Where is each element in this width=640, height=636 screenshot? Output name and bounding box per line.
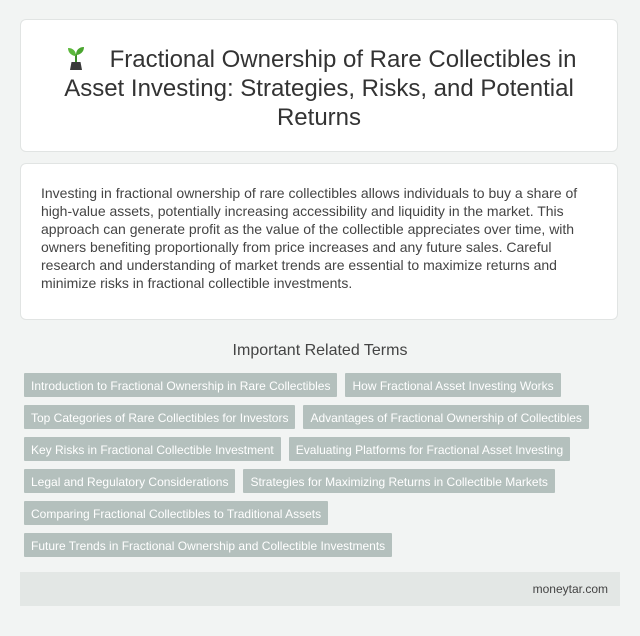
related-term-tag[interactable]: Advantages of Fractional Ownership of Collectibles <box>303 405 588 429</box>
related-term-tag[interactable]: Strategies for Maximizing Returns in Collectible Markets <box>243 469 554 493</box>
page-title <box>45 44 593 132</box>
related-term-tag[interactable]: Legal and Regulatory Considerations <box>24 469 235 493</box>
page-title-text: Fractional Ownership of Rare Collectibles in Asset Investing: Strategies, Risks, and Potential Returns <box>64 46 577 131</box>
summary-card <box>20 163 618 320</box>
related-terms-list <box>24 373 604 557</box>
summary-text: Investing in fractional ownership of rare collectibles allows individuals to buy a share of high-value assets, potentially increasing accessibility and liquidity in the market. This approach can generate profit as the value of the collectible appreciates over time, with owners benefiting proportionally from price increases and any future sales. Careful research and understanding of market trends are essential to maximize returns and minimize risks in fractional collectible investments. <box>41 185 578 291</box>
sprout-icon <box>62 44 90 72</box>
related-terms-heading: Important Related Terms <box>232 342 408 359</box>
related-term-tag[interactable]: Comparing Fractional Collectibles to Traditional Assets <box>24 501 328 525</box>
footer <box>20 572 620 606</box>
related-term-tag[interactable]: Key Risks in Fractional Collectible Investment <box>24 437 281 461</box>
footer-site-link[interactable]: moneytar.com <box>532 582 608 596</box>
related-term-tag[interactable]: Introduction to Fractional Ownership in Rare Collectibles <box>24 373 337 397</box>
related-term-tag[interactable]: Evaluating Platforms for Fractional Asset Investing <box>289 437 570 461</box>
related-term-tag[interactable]: Top Categories of Rare Collectibles for Investors <box>24 405 295 429</box>
related-term-tag[interactable]: How Fractional Asset Investing Works <box>345 373 560 397</box>
related-term-tag[interactable]: Future Trends in Fractional Ownership and Collectible Investments <box>24 533 392 557</box>
title-card <box>20 19 618 152</box>
